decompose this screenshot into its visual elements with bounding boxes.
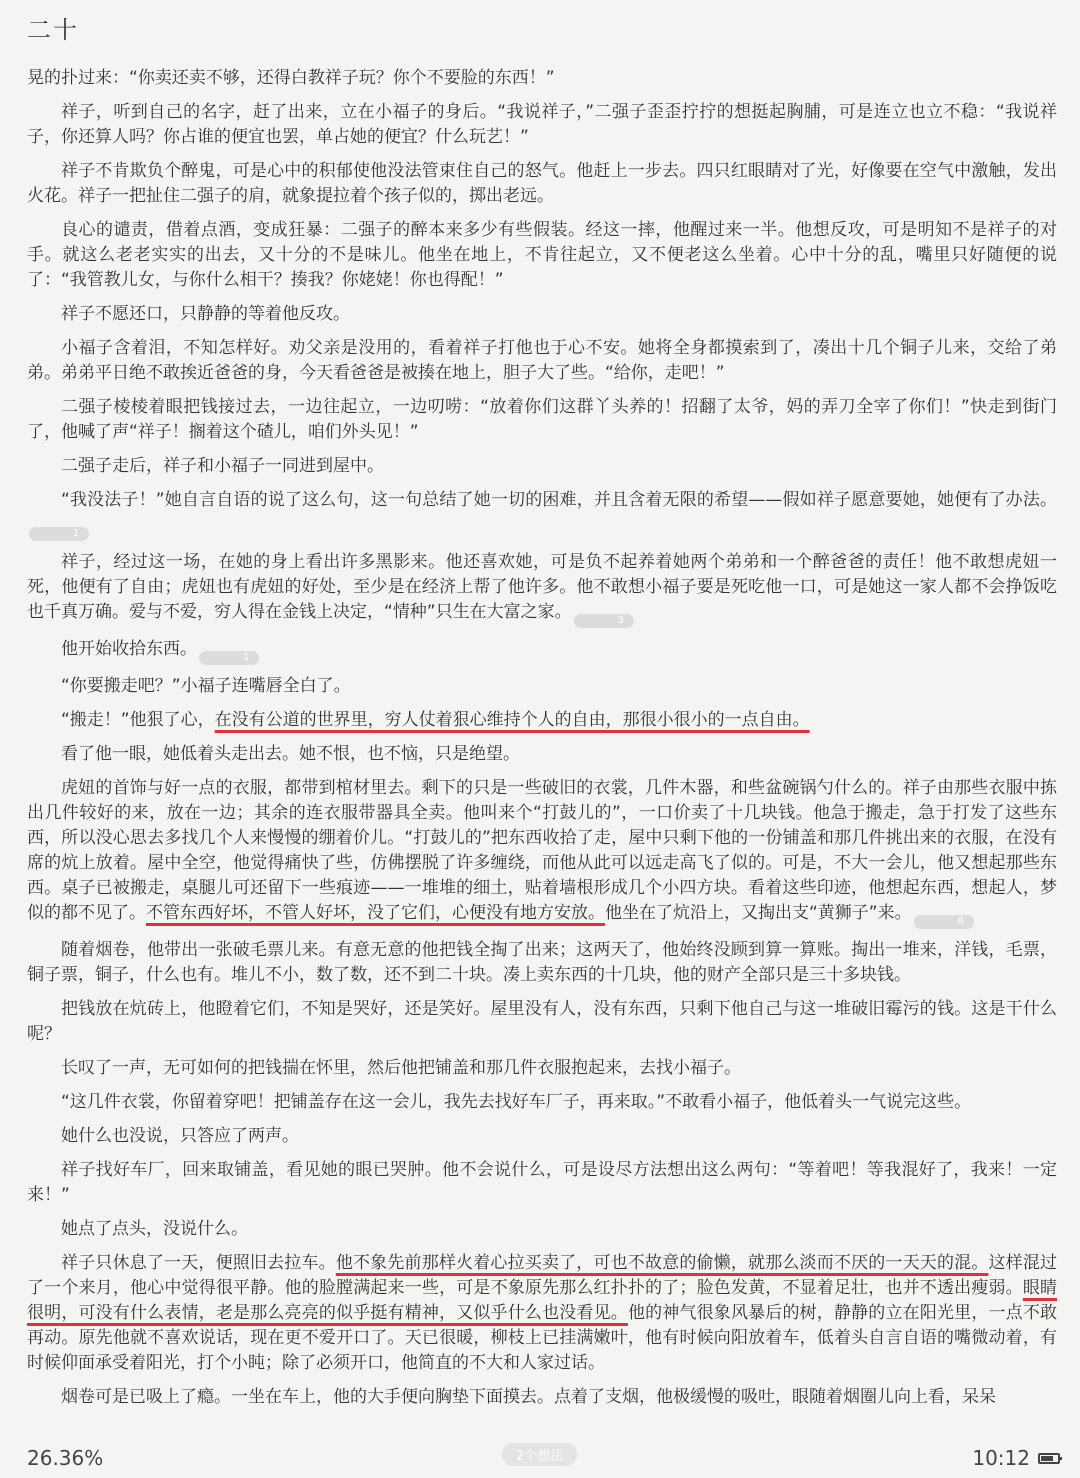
paragraph[interactable]: [27, 1217, 1057, 1242]
paragraph[interactable]: [27, 302, 1057, 327]
paragraph[interactable]: [27, 218, 1057, 293]
paragraph-text: 他的神气很象风暴后的树，静静的立在阳光里，一点不敢再动。原先他就不喜欢说话，现在更不爱开口了。天已很暖，柳枝上已挂满嫩叶，他有时候向阳放着车，低着头自言自语的嘴微动着，有时候仰面承受着阳光，打个小盹；除了必须开口，他简直的不大和人家过话。: [27, 1303, 1058, 1373]
paragraph[interactable]: [27, 1056, 1057, 1081]
paragraph-text: 祥子，听到自己的名字，赶了出来，立在小福子的身后。“我说祥子，”二强子歪歪拧拧的想挺起胸脯，可是连立也立不稳：“我说祥子，你还算人吗？你占谁的便宜也罢，单占她的便宜？什么玩艺！”: [27, 102, 1057, 147]
paragraph[interactable]: [27, 997, 1057, 1047]
note-count-badge[interactable]: 1: [29, 527, 89, 541]
paragraph-text: 祥子不愿还口，只静静的等着他反攻。: [61, 304, 350, 324]
paragraph-text: “搬走！”他狠了心，: [61, 710, 215, 730]
battery-icon: [1038, 1453, 1060, 1464]
paragraph-text: 祥子找好车厂，回来取铺盖，看见她的眼已哭肿。他不会说什么，可是设尽方法想出这么两句：“等着吧！等我混好了，我来！一定来！”: [27, 1160, 1057, 1205]
paragraph[interactable]: [27, 550, 1057, 628]
paragraph-text: 良心的谴责，借着点酒，变成狂暴：二强子的醉本来多少有些假装。经这一摔，他醒过来一半。他想反攻，可是明知不是祥子的对手。就这么老老实实的出去，又十分的不是味儿。他坐在地上，不肯往起立，又不便老这么坐着。心中十分的乱，嘴里只好随便的说了：“我管教儿女，与你什么相干？揍我？你姥姥！你也得配！”: [27, 220, 1057, 290]
paragraph[interactable]: [27, 488, 1057, 541]
paragraph[interactable]: [27, 674, 1057, 699]
paragraph-text: 祥子，经过这一场，在她的身上看出许多黑影来。他还喜欢她，可是负不起养着她两个弟弟和一个醉爸爸的责任！他不敢想虎妞一死，他便有了自由；虎妞也有虎妞的好处，至少是在经济上帮了他许多。他不敢想小福子要是死吃他一口，可是她这一家人都不会挣饭吃也千真万确。爱与不爱，穷人得在金钱上决定，“情种”只生在大富之家。: [27, 552, 1057, 622]
paragraph-text: 祥子只休息了一天，便照旧去拉车。: [61, 1253, 336, 1273]
chapter-title: 二十: [27, 16, 79, 44]
paragraph-text: 他坐在了炕沿上，又掏出支“黄狮子”来。: [605, 903, 912, 923]
paragraph-text: “这几件衣裳，你留着穿吧！把铺盖存在这一会儿，我先去找好车厂子，再来取。”不敢看小福子，他低着头一气说完这些。: [61, 1092, 972, 1112]
clock: 10:12: [972, 1446, 1030, 1470]
paragraph-text: 烟卷可是已吸上了瘾。一坐在车上，他的大手便向胸垫下面摸去。点着了支烟，他极缓慢的吸吐，眼随着烟圈儿向上看，呆呆: [61, 1387, 996, 1407]
highlighted-text[interactable]: 不管东西好坏，不管人好坏，没了它们，心便没有地方安放。: [146, 903, 605, 923]
paragraph[interactable]: [27, 1090, 1057, 1115]
paragraph-text: 虎妞的首饰与好一点的衣服，都带到棺材里去。剩下的只是一些破旧的衣裳，几件木器，和些盆碗锅勺什么的。祥子由那些衣服中拣出几件较好的来，放在一边；其余的连衣服带器具全卖。他叫来个“打鼓儿的”，一口价卖了十几块钱。他急于搬走，急于打发了这些东西，所以没心思去多找几个人来慢慢的绷着价儿。“打鼓儿的”把东西收拾了走，屋中只剩下他的一份铺盖和那几件挑出来的衣服，在没有席的炕上放着。屋中全空，他觉得痛快了些，仿佛摆脱了许多缠绕，而他从此可以远走高飞了似的。可是，不大一会儿，他又想起那些东西。桌子已被搬走，桌腿儿可还留下一些痕迹——一堆堆的细土，贴着墙根形成几个小四方块。看着这些印迹，他想起东西，想起人，梦似的都不见了。: [27, 778, 1057, 923]
note-count-badge[interactable]: 3: [574, 614, 634, 628]
paragraph-text: 他开始收拾东西。: [61, 639, 197, 659]
paragraph[interactable]: [27, 159, 1057, 209]
highlighted-text[interactable]: 眼睛很明，可没有什么表情，老是那么亮亮的似乎挺有精神，又似乎什么也没看见。: [27, 1278, 1057, 1323]
paragraph[interactable]: [27, 454, 1057, 479]
paragraph[interactable]: [27, 100, 1057, 150]
paragraph[interactable]: [27, 336, 1057, 386]
paragraph[interactable]: [27, 1158, 1057, 1208]
paragraph[interactable]: [27, 708, 1057, 733]
thoughts-button[interactable]: 2个想法: [502, 1443, 577, 1466]
paragraph[interactable]: [27, 1385, 1057, 1410]
paragraph-text: 把钱放在炕砖上，他瞪着它们，不知是哭好，还是笑好。屋里没有人，没有东西，只剩下他自己与这一堆破旧霉污的钱。这是干什么呢？: [27, 999, 1057, 1044]
paragraph[interactable]: [27, 395, 1057, 445]
reading-progress: 26.36%: [27, 1446, 104, 1470]
paragraph[interactable]: [27, 1124, 1057, 1149]
paragraph-text: 晃的扑过来：“你卖还卖不够，还得白教祥子玩？你个不要脸的东西！”: [27, 68, 555, 88]
paragraph-text: 二强子走后，祥子和小福子一同进到屋中。: [61, 456, 384, 476]
reading-content[interactable]: [27, 66, 1057, 1419]
paragraph-text: “你要搬走吧？”小福子连嘴唇全白了。: [61, 676, 351, 696]
status-footer: [0, 1438, 1080, 1478]
paragraph[interactable]: [27, 1251, 1057, 1376]
paragraph[interactable]: [27, 742, 1057, 767]
paragraph-text: 长叹了一声，无可如何的把钱揣在怀里，然后他把铺盖和那几件衣服抱起来，去找小福子。: [61, 1058, 741, 1078]
paragraph-text: 小福子含着泪，不知怎样好。劝父亲是没用的，看着祥子打他也于心不安。她将全身都摸索到了，凑出十几个铜子儿来，交给了弟弟。弟弟平日绝不敢挨近爸爸的身，今天看爸爸是被揍在地上，胆子大了些。“给你，走吧！”: [27, 338, 1057, 383]
paragraph-text: 看了他一眼，她低着头走出去。她不恨，也不恼，只是绝望。: [61, 744, 520, 764]
note-count-badge[interactable]: 8: [914, 915, 974, 929]
note-count-badge[interactable]: 1: [199, 651, 259, 665]
paragraph-text: 她什么也没说，只答应了两声。: [61, 1126, 299, 1146]
paragraph[interactable]: [27, 66, 1057, 91]
paragraph-text: 祥子不肯欺负个醉鬼，可是心中的积郁使他没法管束住自己的怒气。他赶上一步去。四只红眼睛对了光，好像要在空气中激触，发出火花。祥子一把扯住二强子的肩，就象提拉着个孩子似的，掷出老远。: [27, 161, 1057, 206]
highlighted-text[interactable]: 在没有公道的世界里，穷人仗着狠心维持个人的自由，那很小很小的一点自由。: [214, 710, 810, 730]
paragraph-text: “我没法子！”她自言自语的说了这么句，这一句总结了她一切的困难，并且含着无限的希望——假如祥子愿意要她，她便有了办法。: [61, 490, 1057, 510]
paragraph-text: 二强子棱棱着眼把钱接过去，一边往起立，一边叨唠：“放着你们这群丫头养的！招翻了太爷，妈的弄刀全宰了你们！”快走到街门了，他喊了声“祥子！搁着这个碴儿，咱们外头见！”: [27, 397, 1057, 442]
paragraph[interactable]: [27, 938, 1057, 988]
highlighted-text[interactable]: 他不象先前那样火着心拉买卖了，可也不故意的偷懒，就那么淡而不厌的一天天的混。: [335, 1253, 989, 1273]
paragraph[interactable]: [27, 637, 1057, 665]
paragraph-text: 这样混过了一个来月，他心中觉得很平静。他的脸膛满起来一些，可是不象原先那么红扑扑的了；脸色发黄，不显着足壮，也并不透出瘦弱。: [27, 1253, 1058, 1298]
paragraph[interactable]: [27, 776, 1057, 929]
paragraph-text: 随着烟卷，他带出一张破毛票儿来。有意无意的他把钱全掏了出来；这两天了，他始终没顾到算一算账。掏出一堆来，洋钱，毛票，铜子票，铜子，什么也有。堆儿不小，数了数，还不到二十块。凑上卖东西的十几块，他的财产全部只是三十多块钱。: [27, 940, 1057, 985]
paragraph-text: 她点了点头，没说什么。: [61, 1219, 248, 1239]
